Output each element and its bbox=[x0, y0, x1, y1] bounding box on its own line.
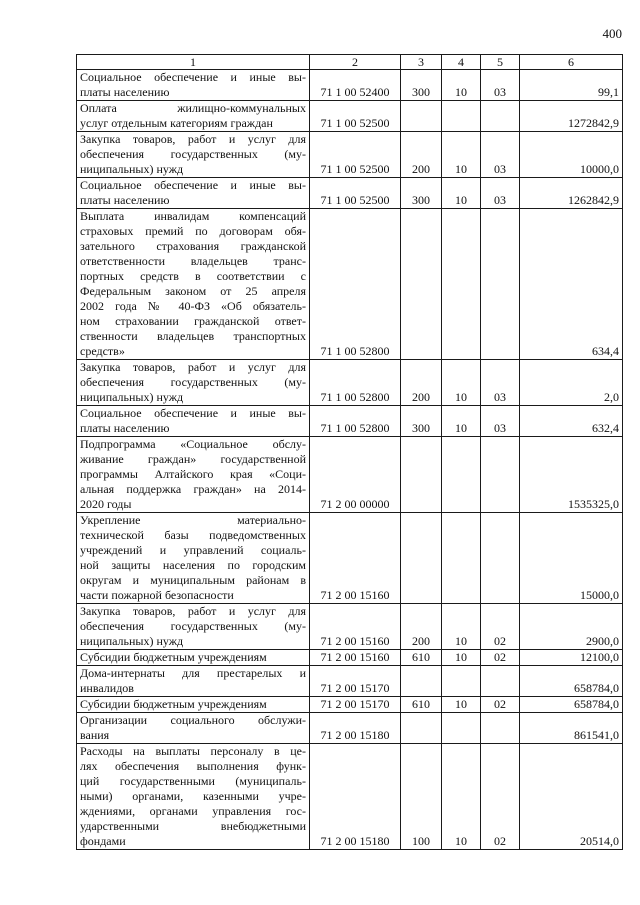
target-article-code: 71 2 00 15160 bbox=[310, 513, 401, 604]
table-row bbox=[77, 101, 623, 132]
expense-name-line: Закупка товаров, работ и услуг для bbox=[80, 604, 306, 618]
expense-name-line: ждениями, органами управления гос- bbox=[80, 804, 306, 818]
expense-type-code: 200 bbox=[401, 132, 442, 178]
expense-name-line: платы населению bbox=[80, 85, 170, 99]
table-row bbox=[77, 604, 623, 650]
subsection-code: 02 bbox=[481, 604, 520, 650]
amount: 658784,0 bbox=[520, 697, 623, 713]
section-code: 10 bbox=[442, 360, 481, 406]
header-row bbox=[77, 55, 623, 70]
subsection-code: 02 bbox=[481, 744, 520, 850]
section-code bbox=[442, 209, 481, 360]
expense-name bbox=[77, 604, 310, 650]
expense-name-line: Выплата инвалидам компенсаций bbox=[80, 209, 306, 223]
amount: 1535325,0 bbox=[520, 437, 623, 513]
expense-name-line: обеспечения государственных (му- bbox=[80, 375, 306, 389]
amount: 634,4 bbox=[520, 209, 623, 360]
expense-name-line: Субсидии бюджетным учреждениям bbox=[80, 697, 267, 711]
header-col-3: 3 bbox=[401, 55, 442, 70]
expense-name-line: ниципальных) нужд bbox=[80, 390, 184, 404]
subsection-code bbox=[481, 513, 520, 604]
section-code bbox=[442, 713, 481, 744]
table-row bbox=[77, 132, 623, 178]
target-article-code: 71 2 00 00000 bbox=[310, 437, 401, 513]
header-col-6: 6 bbox=[520, 55, 623, 70]
expense-name bbox=[77, 101, 310, 132]
expense-type-code: 300 bbox=[401, 178, 442, 209]
section-code: 10 bbox=[442, 406, 481, 437]
expense-name-line: ниципальных) нужд bbox=[80, 162, 184, 176]
target-article-code: 71 2 00 15180 bbox=[310, 744, 401, 850]
expense-name-line: Укрепление материально- bbox=[80, 513, 306, 527]
expense-name-line: Закупка товаров, работ и услуг для bbox=[80, 360, 306, 374]
expense-name-line: страховых премий по договорам обя- bbox=[80, 224, 306, 238]
header-col-5: 5 bbox=[481, 55, 520, 70]
expense-name bbox=[77, 209, 310, 360]
table-row bbox=[77, 70, 623, 101]
amount: 15000,0 bbox=[520, 513, 623, 604]
expense-name bbox=[77, 650, 310, 666]
expense-type-code bbox=[401, 666, 442, 697]
expense-name-line: средств» bbox=[80, 344, 125, 358]
section-code bbox=[442, 437, 481, 513]
expense-name-line: ответственности владельцев транс- bbox=[80, 254, 306, 268]
expense-type-code bbox=[401, 513, 442, 604]
expense-name-line: ном страховании гражданской ответ- bbox=[80, 314, 306, 328]
subsection-code: 03 bbox=[481, 360, 520, 406]
table-row bbox=[77, 666, 623, 697]
table-row bbox=[77, 513, 623, 604]
expense-name-line: Субсидии бюджетным учреждениям bbox=[80, 650, 267, 664]
expense-type-code: 610 bbox=[401, 697, 442, 713]
expense-name bbox=[77, 744, 310, 850]
expense-name-line: ными) органами, казенными учре- bbox=[80, 789, 306, 803]
amount: 10000,0 bbox=[520, 132, 623, 178]
target-article-code: 71 2 00 15170 bbox=[310, 697, 401, 713]
expense-name-line: услуг отдельным категориям граждан bbox=[80, 116, 273, 130]
amount: 1272842,9 bbox=[520, 101, 623, 132]
expense-name-line: округам и муниципальным районам в bbox=[80, 573, 306, 587]
section-code: 10 bbox=[442, 70, 481, 101]
subsection-code bbox=[481, 209, 520, 360]
table-row bbox=[77, 697, 623, 713]
expense-name-line: портных средств в соответствии с bbox=[80, 269, 306, 283]
expense-type-code: 200 bbox=[401, 360, 442, 406]
section-code bbox=[442, 513, 481, 604]
expense-name-line: фондами bbox=[80, 834, 126, 848]
expense-type-code: 100 bbox=[401, 744, 442, 850]
header-col-4: 4 bbox=[442, 55, 481, 70]
target-article-code: 71 2 00 15170 bbox=[310, 666, 401, 697]
table-row bbox=[77, 650, 623, 666]
target-article-code: 71 1 00 52500 bbox=[310, 132, 401, 178]
expense-name bbox=[77, 360, 310, 406]
subsection-code bbox=[481, 666, 520, 697]
expense-name-line: Дома-интернаты для престарелых и bbox=[80, 666, 306, 680]
expense-type-code bbox=[401, 209, 442, 360]
target-article-code: 71 1 00 52500 bbox=[310, 178, 401, 209]
amount: 99,1 bbox=[520, 70, 623, 101]
expense-name bbox=[77, 666, 310, 697]
expense-type-code bbox=[401, 713, 442, 744]
subsection-code: 02 bbox=[481, 697, 520, 713]
subsection-code bbox=[481, 101, 520, 132]
expense-name bbox=[77, 132, 310, 178]
expense-name-line: живание граждан» государственной bbox=[80, 452, 306, 466]
target-article-code: 71 2 00 15160 bbox=[310, 604, 401, 650]
expense-name bbox=[77, 178, 310, 209]
expense-name-line: вания bbox=[80, 728, 110, 742]
expense-name-line: Социальное обеспечение и иные вы- bbox=[80, 178, 306, 192]
subsection-code bbox=[481, 713, 520, 744]
table-row bbox=[77, 406, 623, 437]
expense-name-line: части пожарной безопасности bbox=[80, 588, 234, 602]
header-col-2: 2 bbox=[310, 55, 401, 70]
expense-name-line: учреждений и управлений социаль- bbox=[80, 543, 306, 557]
expense-name-line: ций государственными (муниципаль- bbox=[80, 774, 306, 788]
expense-name-line: Подпрограмма «Социальное обслу- bbox=[80, 437, 306, 451]
expense-name bbox=[77, 513, 310, 604]
expense-type-code bbox=[401, 101, 442, 132]
expense-name bbox=[77, 70, 310, 101]
target-article-code: 71 1 00 52800 bbox=[310, 360, 401, 406]
expense-name-line: инвалидов bbox=[80, 681, 134, 695]
expense-name-line: платы населению bbox=[80, 193, 170, 207]
section-code bbox=[442, 666, 481, 697]
budget-table bbox=[76, 54, 623, 850]
section-code bbox=[442, 101, 481, 132]
subsection-code: 03 bbox=[481, 178, 520, 209]
subsection-code: 02 bbox=[481, 650, 520, 666]
target-article-code: 71 1 00 52800 bbox=[310, 209, 401, 360]
table-body bbox=[77, 70, 623, 850]
target-article-code: 71 1 00 52400 bbox=[310, 70, 401, 101]
subsection-code bbox=[481, 437, 520, 513]
table-row bbox=[77, 209, 623, 360]
section-code: 10 bbox=[442, 132, 481, 178]
table-row bbox=[77, 437, 623, 513]
section-code: 10 bbox=[442, 178, 481, 209]
amount: 861541,0 bbox=[520, 713, 623, 744]
section-code: 10 bbox=[442, 604, 481, 650]
expense-name-line: обеспечения государственных (му- bbox=[80, 619, 306, 633]
table-row bbox=[77, 744, 623, 850]
subsection-code: 03 bbox=[481, 70, 520, 101]
section-code: 10 bbox=[442, 650, 481, 666]
expense-name-line: ударственными внебюджетными bbox=[80, 819, 306, 833]
expense-name-line: Федеральным законом от 25 апреля bbox=[80, 284, 306, 298]
expense-name-line: ниципальных) нужд bbox=[80, 634, 184, 648]
amount: 20514,0 bbox=[520, 744, 623, 850]
table-row bbox=[77, 713, 623, 744]
expense-name bbox=[77, 406, 310, 437]
expense-name-line: 2020 годы bbox=[80, 497, 132, 511]
amount: 632,4 bbox=[520, 406, 623, 437]
section-code: 10 bbox=[442, 744, 481, 850]
expense-name-line: Закупка товаров, работ и услуг для bbox=[80, 132, 306, 146]
amount: 2900,0 bbox=[520, 604, 623, 650]
expense-name-line: Оплата жилищно-коммунальных bbox=[80, 101, 306, 115]
expense-name-line: Организации социального обслужи- bbox=[80, 713, 306, 727]
subsection-code: 03 bbox=[481, 132, 520, 178]
expense-name-line: обеспечения государственных (му- bbox=[80, 147, 306, 161]
table-header bbox=[77, 55, 623, 70]
expense-name bbox=[77, 697, 310, 713]
table-row bbox=[77, 178, 623, 209]
section-code: 10 bbox=[442, 697, 481, 713]
table-row bbox=[77, 360, 623, 406]
expense-type-code: 300 bbox=[401, 406, 442, 437]
expense-type-code: 200 bbox=[401, 604, 442, 650]
amount: 2,0 bbox=[520, 360, 623, 406]
expense-name bbox=[77, 437, 310, 513]
subsection-code: 03 bbox=[481, 406, 520, 437]
amount: 658784,0 bbox=[520, 666, 623, 697]
expense-name-line: ной защиты населения по городским bbox=[80, 558, 306, 572]
target-article-code: 71 2 00 15180 bbox=[310, 713, 401, 744]
expense-type-code bbox=[401, 437, 442, 513]
expense-name bbox=[77, 713, 310, 744]
expense-name-line: альная поддержка граждан» на 2014- bbox=[80, 482, 306, 496]
expense-name-line: Социальное обеспечение и иные вы- bbox=[80, 70, 306, 84]
expense-type-code: 610 bbox=[401, 650, 442, 666]
header-col-1: 1 bbox=[77, 55, 310, 70]
expense-name-line: Социальное обеспечение и иные вы- bbox=[80, 406, 306, 420]
expense-name-line: программы Алтайского края «Соци- bbox=[80, 467, 306, 481]
target-article-code: 71 2 00 15160 bbox=[310, 650, 401, 666]
target-article-code: 71 1 00 52500 bbox=[310, 101, 401, 132]
expense-name-line: технической базы подведомственных bbox=[80, 528, 306, 542]
amount: 12100,0 bbox=[520, 650, 623, 666]
expense-type-code: 300 bbox=[401, 70, 442, 101]
expense-name-line: лях обеспечения выполнения функ- bbox=[80, 759, 306, 773]
expense-name-line: ственности владельцев транспортных bbox=[80, 329, 306, 343]
expense-name-line: Расходы на выплаты персоналу в це- bbox=[80, 744, 306, 758]
expense-name-line: зательного страхования гражданской bbox=[80, 239, 306, 253]
page-number: 400 bbox=[602, 26, 622, 41]
target-article-code: 71 1 00 52800 bbox=[310, 406, 401, 437]
expense-name-line: платы населению bbox=[80, 421, 170, 435]
amount: 1262842,9 bbox=[520, 178, 623, 209]
expense-name-line: 2002 года № 40-ФЗ «Об обязатель- bbox=[80, 299, 306, 313]
